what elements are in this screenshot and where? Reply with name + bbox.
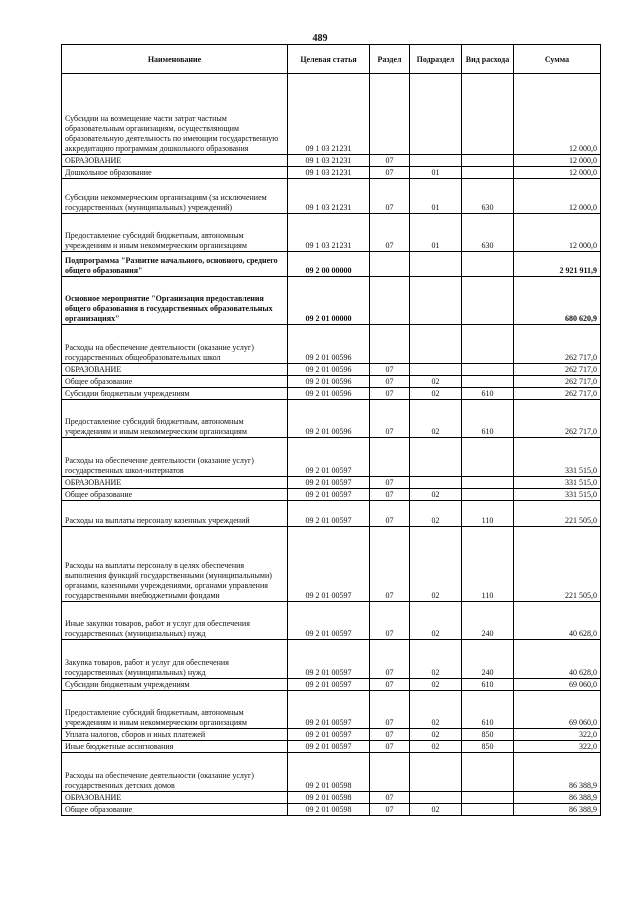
cell-name: Субсидии на возмещение части затрат частным образовательным организациям, осуществляющим образовательную деятельность по имеющим государственную аккредитацию программам дошкольного образования [62, 74, 288, 155]
cell-sum: 12 000,0 [514, 155, 601, 167]
cell-name: Субсидии бюджетным учреждениям [62, 679, 288, 691]
cell-name: Основное мероприятие "Организация предоставления общего образования в государственных образовательных организациях" [62, 277, 288, 325]
cell-subsection [410, 753, 462, 792]
table-row [62, 602, 601, 640]
cell-target-article: 09 2 01 00597 [288, 729, 370, 741]
cell-name: Предоставление субсидий бюджетным, автономным учреждениям и иным некоммерческим организациям [62, 214, 288, 252]
cell-sum: 86 388,9 [514, 804, 601, 816]
cell-section [370, 252, 410, 277]
cell-section: 07 [370, 388, 410, 400]
table-row [62, 804, 601, 816]
cell-expense-type: 630 [462, 214, 514, 252]
cell-target-article: 09 2 01 00596 [288, 376, 370, 388]
table-row [62, 792, 601, 804]
cell-subsection [410, 792, 462, 804]
cell-name: Дошкольное образование [62, 167, 288, 179]
cell-subsection: 02 [410, 501, 462, 527]
cell-section: 07 [370, 376, 410, 388]
cell-name: Расходы на выплаты персоналу в целях обеспечения выполнения функций государственными (муниципальными) органами, казенными учреждениями, органами управления государственными внебюджетными фондами [62, 527, 288, 602]
table-row [62, 741, 601, 753]
table-row [62, 729, 601, 741]
cell-expense-type [462, 804, 514, 816]
cell-expense-type [462, 489, 514, 501]
cell-subsection: 02 [410, 804, 462, 816]
cell-sum: 262 717,0 [514, 400, 601, 438]
cell-sum: 331 515,0 [514, 477, 601, 489]
cell-sum: 12 000,0 [514, 74, 601, 155]
cell-subsection: 01 [410, 167, 462, 179]
cell-sum: 12 000,0 [514, 167, 601, 179]
cell-section: 07 [370, 214, 410, 252]
cell-section [370, 74, 410, 155]
table-row [62, 74, 601, 155]
table-row [62, 400, 601, 438]
cell-subsection: 02 [410, 527, 462, 602]
cell-section: 07 [370, 364, 410, 376]
cell-sum: 322,0 [514, 729, 601, 741]
cell-section: 07 [370, 741, 410, 753]
cell-section: 07 [370, 489, 410, 501]
header-expense-type: Вид расхода [462, 45, 514, 74]
cell-subsection: 02 [410, 640, 462, 679]
cell-subsection [410, 155, 462, 167]
table-row [62, 489, 601, 501]
cell-sum: 680 620,9 [514, 277, 601, 325]
cell-target-article: 09 2 01 00597 [288, 640, 370, 679]
cell-section: 07 [370, 167, 410, 179]
cell-sum: 331 515,0 [514, 438, 601, 477]
cell-target-article: 09 1 03 21231 [288, 155, 370, 167]
cell-section: 07 [370, 527, 410, 602]
cell-sum: 86 388,9 [514, 792, 601, 804]
table-row [62, 527, 601, 602]
cell-name: Предоставление субсидий бюджетным, автономным учреждениям и иным некоммерческим организациям [62, 400, 288, 438]
cell-target-article: 09 2 01 00000 [288, 277, 370, 325]
cell-name: ОБРАЗОВАНИЕ [62, 364, 288, 376]
cell-target-article: 09 2 01 00596 [288, 388, 370, 400]
cell-target-article: 09 2 01 00597 [288, 501, 370, 527]
cell-expense-type: 850 [462, 741, 514, 753]
cell-subsection: 02 [410, 400, 462, 438]
cell-subsection: 02 [410, 388, 462, 400]
cell-sum: 262 717,0 [514, 325, 601, 364]
cell-subsection: 02 [410, 376, 462, 388]
header-target-article: Целевая статья [288, 45, 370, 74]
cell-name: Уплата налогов, сборов и иных платежей [62, 729, 288, 741]
cell-expense-type [462, 167, 514, 179]
cell-name: Предоставление субсидий бюджетным, автономным учреждениям и иным некоммерческим организациям [62, 691, 288, 729]
cell-section: 07 [370, 804, 410, 816]
cell-target-article: 09 2 01 00598 [288, 792, 370, 804]
cell-expense-type [462, 477, 514, 489]
cell-expense-type [462, 753, 514, 792]
cell-subsection [410, 438, 462, 477]
cell-target-article: 09 2 01 00596 [288, 325, 370, 364]
cell-section: 07 [370, 501, 410, 527]
table-row [62, 501, 601, 527]
cell-expense-type [462, 155, 514, 167]
cell-target-article: 09 2 01 00598 [288, 804, 370, 816]
cell-expense-type [462, 376, 514, 388]
table-row [62, 640, 601, 679]
cell-name: Подпрограмма "Развитие начального, основного, среднего общего образования" [62, 252, 288, 277]
cell-name: ОБРАЗОВАНИЕ [62, 155, 288, 167]
cell-name: Иные бюджетные ассигнования [62, 741, 288, 753]
cell-sum: 221 505,0 [514, 501, 601, 527]
cell-name: ОБРАЗОВАНИЕ [62, 477, 288, 489]
cell-name: Субсидии бюджетным учреждениям [62, 388, 288, 400]
cell-expense-type: 610 [462, 691, 514, 729]
cell-expense-type: 610 [462, 388, 514, 400]
cell-name: Расходы на выплаты персоналу казенных учреждений [62, 501, 288, 527]
header-section: Раздел [370, 45, 410, 74]
table-row [62, 325, 601, 364]
cell-expense-type [462, 252, 514, 277]
cell-expense-type: 630 [462, 179, 514, 214]
cell-sum: 69 060,0 [514, 691, 601, 729]
header-subsection: Подраздел [410, 45, 462, 74]
cell-expense-type [462, 364, 514, 376]
cell-expense-type: 110 [462, 501, 514, 527]
cell-sum: 12 000,0 [514, 179, 601, 214]
cell-expense-type [462, 325, 514, 364]
table-row [62, 155, 601, 167]
cell-expense-type: 110 [462, 527, 514, 602]
cell-name: Общее образование [62, 376, 288, 388]
table-row [62, 691, 601, 729]
cell-section: 07 [370, 679, 410, 691]
cell-section [370, 277, 410, 325]
table-row [62, 364, 601, 376]
cell-expense-type: 240 [462, 640, 514, 679]
table-row [62, 179, 601, 214]
cell-section: 07 [370, 602, 410, 640]
cell-subsection [410, 277, 462, 325]
budget-table [61, 44, 601, 816]
cell-section: 07 [370, 640, 410, 679]
cell-target-article: 09 2 01 00596 [288, 364, 370, 376]
cell-sum: 331 515,0 [514, 489, 601, 501]
table-row [62, 477, 601, 489]
cell-target-article: 09 2 01 00597 [288, 602, 370, 640]
header-name: Наименование [62, 45, 288, 74]
cell-section: 07 [370, 155, 410, 167]
cell-subsection: 02 [410, 729, 462, 741]
cell-subsection [410, 74, 462, 155]
cell-sum: 262 717,0 [514, 364, 601, 376]
cell-target-article: 09 2 00 00000 [288, 252, 370, 277]
cell-name: Закупка товаров, работ и услуг для обеспечения государственных (муниципальных) нужд [62, 640, 288, 679]
cell-target-article: 09 2 01 00597 [288, 438, 370, 477]
cell-expense-type [462, 277, 514, 325]
cell-sum: 322,0 [514, 741, 601, 753]
cell-sum: 221 505,0 [514, 527, 601, 602]
cell-expense-type: 240 [462, 602, 514, 640]
cell-name: Общее образование [62, 804, 288, 816]
cell-name: Расходы на обеспечение деятельности (оказание услуг) государственных школ-интернатов [62, 438, 288, 477]
cell-target-article: 09 2 01 00597 [288, 527, 370, 602]
cell-sum: 2 921 911,9 [514, 252, 601, 277]
cell-subsection [410, 325, 462, 364]
cell-expense-type [462, 792, 514, 804]
cell-section [370, 325, 410, 364]
cell-subsection: 02 [410, 489, 462, 501]
cell-section: 07 [370, 179, 410, 214]
cell-target-article: 09 1 03 21231 [288, 214, 370, 252]
cell-subsection [410, 477, 462, 489]
cell-target-article: 09 2 01 00597 [288, 691, 370, 729]
cell-section: 07 [370, 400, 410, 438]
cell-sum: 40 628,0 [514, 640, 601, 679]
table-row [62, 376, 601, 388]
cell-target-article: 09 2 01 00597 [288, 741, 370, 753]
cell-expense-type: 850 [462, 729, 514, 741]
cell-sum: 40 628,0 [514, 602, 601, 640]
cell-sum: 262 717,0 [514, 376, 601, 388]
cell-expense-type [462, 438, 514, 477]
cell-section: 07 [370, 792, 410, 804]
cell-target-article: 09 1 03 21231 [288, 179, 370, 214]
cell-subsection: 01 [410, 179, 462, 214]
cell-subsection: 02 [410, 602, 462, 640]
cell-target-article: 09 2 01 00598 [288, 753, 370, 792]
cell-section: 07 [370, 691, 410, 729]
cell-target-article: 09 2 01 00596 [288, 400, 370, 438]
cell-name: Общее образование [62, 489, 288, 501]
cell-subsection [410, 252, 462, 277]
cell-sum: 69 060,0 [514, 679, 601, 691]
cell-name: Расходы на обеспечение деятельности (оказание услуг) государственных общеобразовательных школ [62, 325, 288, 364]
page-number: 489 [312, 33, 328, 44]
table-body [62, 74, 601, 816]
cell-subsection: 02 [410, 741, 462, 753]
table-row [62, 679, 601, 691]
cell-target-article: 09 2 01 00597 [288, 679, 370, 691]
cell-target-article: 09 1 03 21231 [288, 167, 370, 179]
cell-name: Иные закупки товаров, работ и услуг для обеспечения государственных (муниципальных) нужд [62, 602, 288, 640]
table-row [62, 214, 601, 252]
cell-name: Субсидии некоммерческим организациям (за исключением государственных (муниципальных) учреждений) [62, 179, 288, 214]
cell-expense-type: 610 [462, 679, 514, 691]
table-row [62, 753, 601, 792]
cell-subsection: 02 [410, 691, 462, 729]
header-sum: Сумма [514, 45, 601, 74]
cell-subsection: 02 [410, 679, 462, 691]
cell-name: Расходы на обеспечение деятельности (оказание услуг) государственных детских домов [62, 753, 288, 792]
table-row [62, 277, 601, 325]
table-row [62, 167, 601, 179]
table-row [62, 252, 601, 277]
cell-sum: 86 388,9 [514, 753, 601, 792]
cell-expense-type: 610 [462, 400, 514, 438]
table-header-row [62, 45, 601, 74]
cell-section: 07 [370, 477, 410, 489]
table-row [62, 438, 601, 477]
cell-subsection [410, 364, 462, 376]
cell-section [370, 753, 410, 792]
cell-sum: 12 000,0 [514, 214, 601, 252]
cell-target-article: 09 2 01 00597 [288, 489, 370, 501]
cell-sum: 262 717,0 [514, 388, 601, 400]
cell-section [370, 438, 410, 477]
cell-subsection: 01 [410, 214, 462, 252]
table-row [62, 388, 601, 400]
cell-target-article: 09 1 03 21231 [288, 74, 370, 155]
cell-expense-type [462, 74, 514, 155]
cell-target-article: 09 2 01 00597 [288, 477, 370, 489]
cell-name: ОБРАЗОВАНИЕ [62, 792, 288, 804]
cell-section: 07 [370, 729, 410, 741]
